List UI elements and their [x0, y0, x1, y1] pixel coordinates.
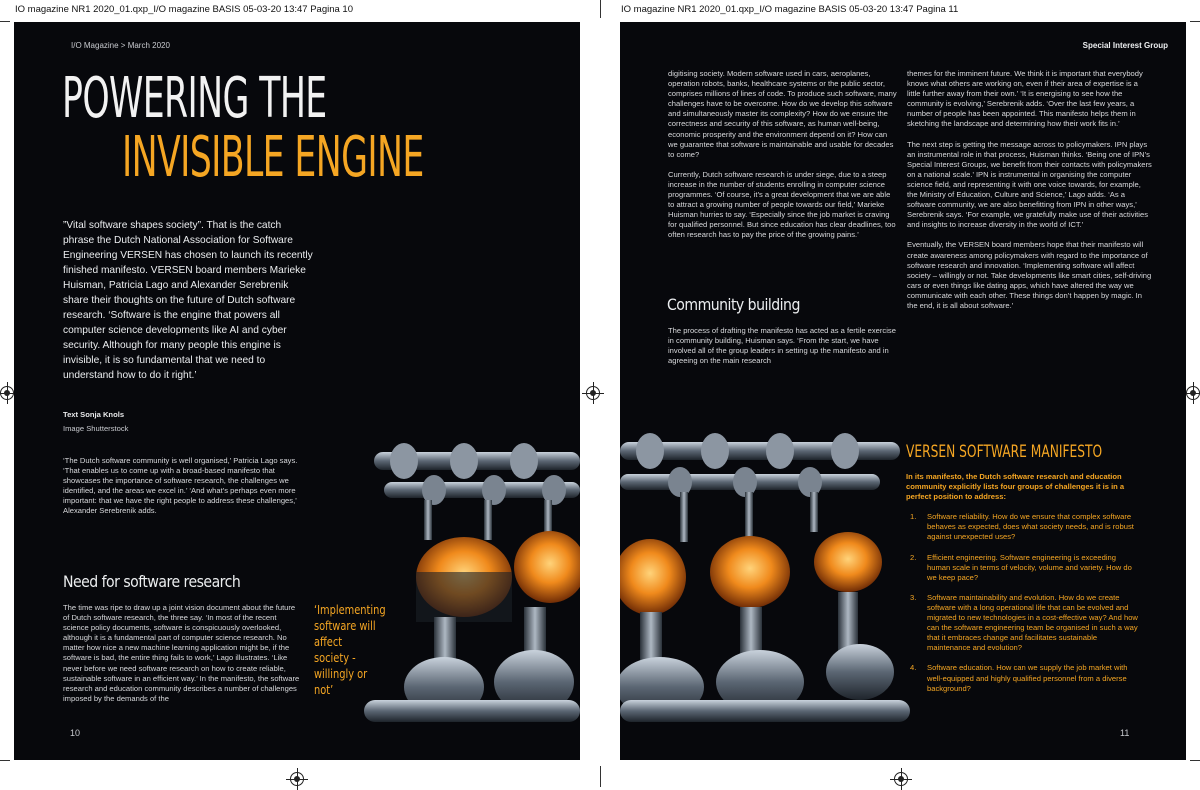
- manifesto-item-number: 3.: [910, 592, 917, 602]
- trim-mark: [0, 760, 10, 761]
- trim-mark: [600, 0, 601, 18]
- title-line-2: INVISIBLE ENGINE: [122, 125, 424, 190]
- manifesto-box: [906, 442, 1166, 704]
- registration-mark-icon: [0, 386, 14, 400]
- manifesto-item: [906, 512, 1166, 542]
- registration-mark-icon: [290, 772, 304, 786]
- manifesto-item: [906, 593, 1166, 654]
- body-paragraph: Currently, Dutch software research is under siege, due to a steep increase in the number of students enrolling in computer science programmes. ‘Of course, it’s a great development that we are able to attract a growing number of people towards our field,’ Marieke Huisman hurries to say. ‘Especially since the job market is craving for qualified personnel. But since education has clear deadlines, too often research has to pay the price of the growing pains.’: [668, 169, 896, 240]
- breadcrumb: I/O Magazine > March 2020: [71, 41, 170, 50]
- body-paragraph: themes for the imminent future. We think it is important that everybody knows what others are working on, even if their area of expertise is a little further away from their own.’ ‘It is energising to see how the community is evolving,’ Serebrenik adds. ‘Over the last few years, a number of people has been appointed. This manifesto helps them in sketching the landscape and determining how their work fits in.’: [907, 69, 1143, 129]
- intro-lead: ”Vital software shapes society”. That is the catch phrase the Dutch National Association for Software Engineering VERSEN has chosen to launch its recently finished manifesto. VERSEN board members Marieke Huisman, Patricia Lago and Alexander Serebrenik share their thoughts on the future of Dutch software research. ‘Software is the engine that powers all computer science developments like AI and cyber security. Although for many people this engine is invisible, it is so fundamental that we need to understand how to do it right.’: [63, 220, 313, 381]
- manifesto-item-text: Software education. How can we supply the job market with well-equipped and highly qualified personnel from a diverse background?: [927, 663, 1128, 693]
- body-paragraph-1: ‘The Dutch software community is well organised,’ Patricia Lago says. ‘That enables us to come up with a broad-based manifesto that showcases the importance of software research, the challenges we identified, and the areas we excel in.’ ‘And what’s perhaps even more important: that we have the right people to address these challenges,’ Alexander Serebrenik adds.: [63, 456, 298, 516]
- heading-need-for-software-research: Need for software research: [63, 572, 241, 591]
- body-paragraph: digitising society. Modern software used in cars, aeroplanes, operation robots, banks, healthcare systems or the public sector, comprises millions of lines of code. To produce such software, many challenges have to be overcome. How do we develop this software and simultaneously master its complexity? How do we ensure the correctness and security of this software, as human well-being, economic prosperity and the environment depend on it? How can we guarantee that software is maintainable and usable for decades to come?: [668, 69, 897, 159]
- manifesto-item-number: 4.: [910, 663, 917, 673]
- registration-mark-icon: [586, 386, 600, 400]
- right-column-2-text: [907, 69, 1153, 321]
- manifesto-item-number: 2.: [910, 552, 917, 562]
- body-paragraph-community: The process of drafting the manifesto has acted as a fertile exercise in community building, Huisman says. ‘From the start, we have involved all of the group leaders in setting up the manifesto and in agreeing on the main research: [668, 326, 896, 366]
- manifesto-intro: In its manifesto, the Dutch software research and education community explicitly lists four groups of challenges it is in a perfect position to address:: [906, 472, 1125, 502]
- manifesto-title: VERSEN SOFTWARE MANIFESTO: [906, 442, 1103, 462]
- body-paragraph: Eventually, the VERSEN board members hope that their manifesto will create awareness among policymakers with regard to the importance of software research and innovation. ‘Implementing software will affect society – willingly or not. Take developments like smart cities, self-driving cars or even things like dating apps, which have altered the way we communicate with each other. These things don’t happen by magic. In the end, it is all about software.’: [907, 240, 1152, 310]
- engine-illustration-left: [364, 382, 580, 742]
- heading-community-building: Community building: [667, 295, 800, 314]
- print-slug-left: IO magazine NR1 2020_01.qxp_I/O magazine BASIS 05-03-20 13:47 Pagina 10: [15, 4, 353, 15]
- page-number-left: 10: [70, 728, 81, 738]
- registration-mark-icon: [1186, 386, 1200, 400]
- manifesto-item-text: Software maintainability and evolution. How do we create software with a long operational life that can be evolved and migrated to new technologies in a cost-effective way? And how can the software engineering team be organised in such a way that it embraces change and facilitates sustainable maintenance and evolution?: [927, 592, 1138, 653]
- manifesto-item: [906, 663, 1166, 693]
- manifesto-item: [906, 553, 1166, 583]
- section-label: Special Interest Group: [1082, 41, 1168, 50]
- manifesto-item-number: 1.: [910, 512, 917, 522]
- page-number-right: 11: [1120, 728, 1130, 738]
- engine-illustration-right: [620, 382, 920, 742]
- credit-image: Image Shutterstock: [63, 424, 129, 433]
- manifesto-item-text: Software reliability. How do we ensure that complex software behaves as expected, does what society needs, and is robust against unexpected uses?: [927, 512, 1134, 542]
- credit-text: Text Sonja Knols: [63, 410, 125, 419]
- magazine-page-left: [14, 22, 580, 760]
- body-paragraph: The next step is getting the message across to policymakers. IPN plays an instrumental role in that process, Huisman thinks. ‘Being one of IPN’s Special Interest Groups, we benefit from their contacts with policymakers on a national scale.’ IPN is instrumental in organising the computer science field, and representing it with one voice towards, for example, the Ministry of Education, Culture and Science,’ Lago adds. ‘As a software community, we are also benefitting from IPN in other ways,’ Serebrenik says. ‘For example, we gratefully make use of their activities and insights to increase diversity in the world of ICT.’: [907, 139, 1152, 230]
- trim-mark: [1190, 21, 1200, 22]
- print-slug-right: IO magazine NR1 2020_01.qxp_I/O magazine BASIS 05-03-20 13:47 Pagina 11: [621, 4, 959, 15]
- trim-mark: [600, 766, 601, 787]
- title-line-1: POWERING THE: [62, 66, 327, 131]
- right-column-1-text: [668, 69, 898, 251]
- body-paragraph-2: The time was ripe to draw up a joint vision document about the future of Dutch software research, the three say. ‘In most of the recent science policy documents, software is conspicuously overlooked, although it is a fundamental part of computer science research. No matter how nice a new machine learning application might be, if the software is bad, the entire thing fails to work,’ Lago illustrates. ‘Like never before we need software research on how to create reliable, sustainable software in an efficient way.’ In the manifesto, the software research and education community describes a number of challenges imposed by the demands of the: [63, 603, 300, 703]
- pull-quote: ‘Implementing software will affect society - willingly or not’: [314, 603, 386, 697]
- trim-mark: [0, 21, 10, 22]
- manifesto-list: [906, 512, 1166, 693]
- registration-mark-icon: [894, 772, 908, 786]
- trim-mark: [1190, 760, 1200, 761]
- magazine-page-right: [620, 22, 1186, 760]
- manifesto-item-text: Efficient engineering. Software engineering is exceeding human scale in terms of velocity, volume and variety. How do we keep pace?: [927, 552, 1132, 582]
